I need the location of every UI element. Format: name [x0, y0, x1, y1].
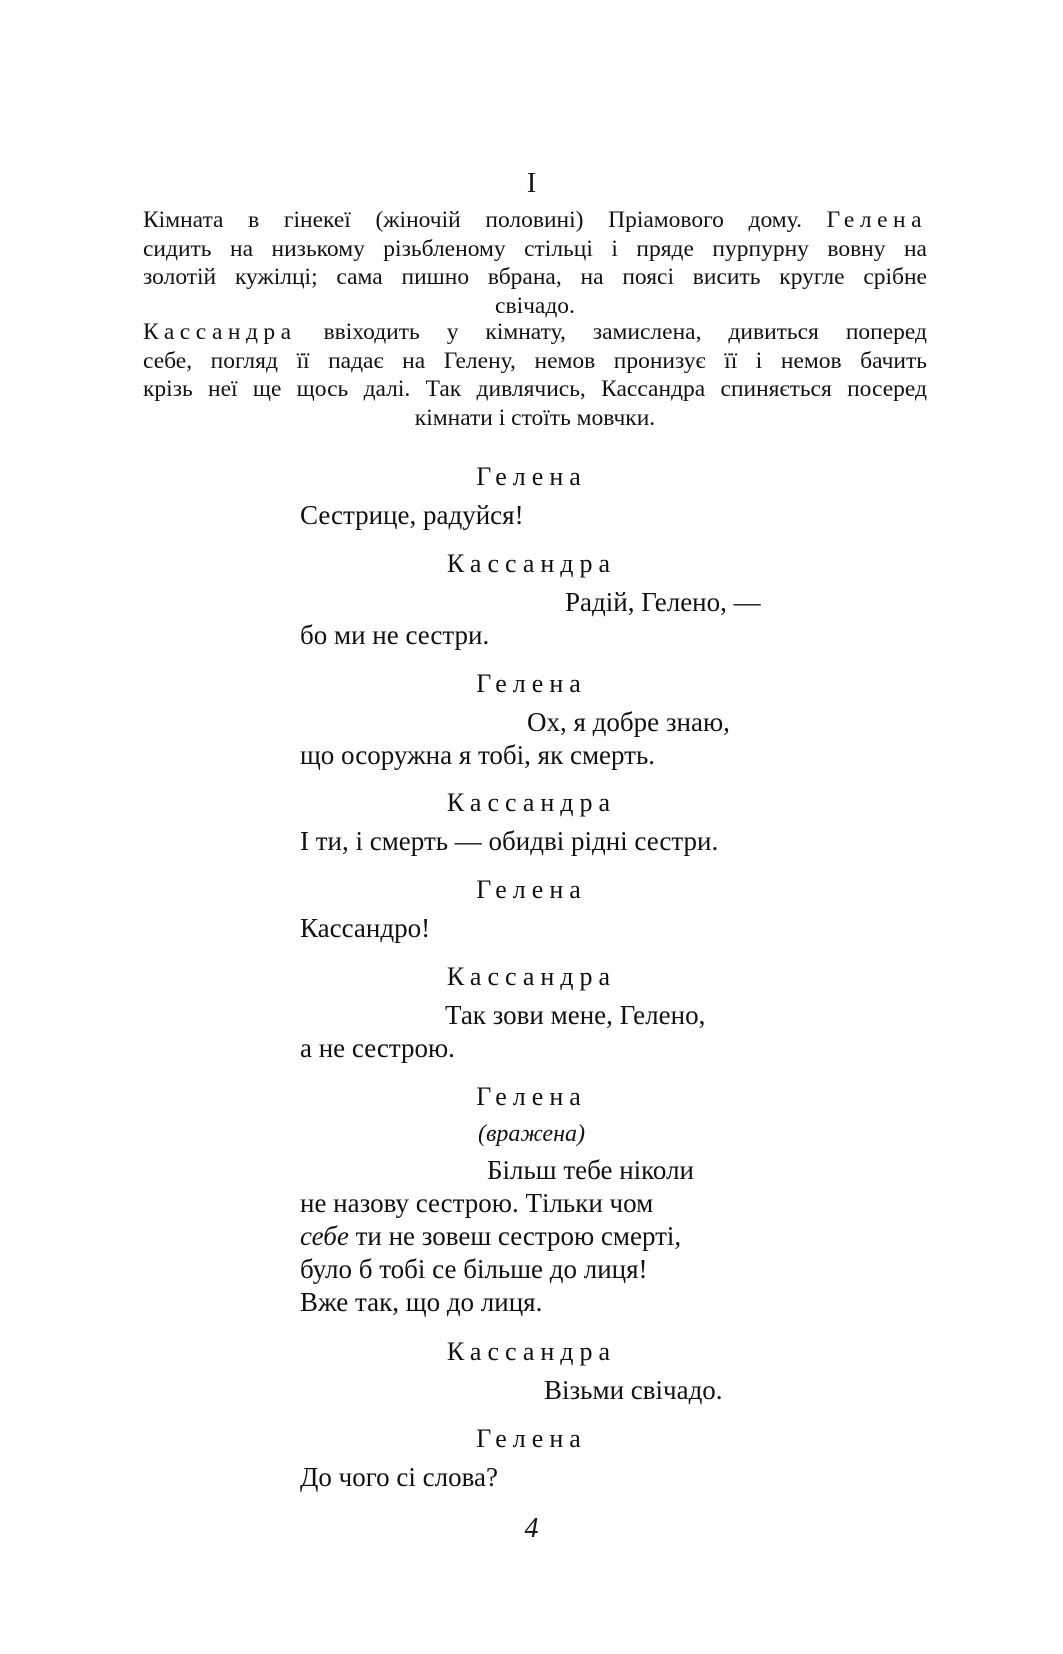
verse-line [300, 1221, 681, 1252]
stage-direction-line: золотій кужілці; сама пишно вбрана, на поясі висить кругле срібне [143, 264, 927, 290]
stage-direction-line: себе, погляд її падає на Гелену, немов пронизує її і немов бачить [143, 347, 927, 374]
speaker-name: Кассандра [446, 962, 617, 991]
stage-direction-line [143, 318, 927, 347]
character-name: Гелена [826, 207, 928, 233]
stage-direction-line: свічадо. [495, 292, 575, 319]
stage-direction-line: сидить на низькому різьбленому стільці і пряде пурпурну вовну на [143, 235, 927, 262]
verse-line: Ох, я добре знаю, [527, 707, 730, 737]
stage-direction-line: крізь неї ще щось далі. Так дивлячись, Кассандра спиняється посеред [143, 376, 927, 402]
verse-line: І ти, і смерть — обидві рідні сестри. [300, 826, 719, 856]
stage-direction-entrance [143, 318, 927, 432]
stage-direction-inline: (вражена) [478, 1121, 585, 1147]
act-heading: I [526, 168, 537, 199]
speaker-name: Гелена [476, 669, 587, 698]
verse-line: Візьми свічадо. [544, 1375, 723, 1405]
verse-line: а не сестрою. [300, 1033, 455, 1063]
verse-line: що осоружна я тобі, як смерть. [300, 740, 656, 770]
verse-line: Радій, Гелено, — [565, 587, 761, 617]
speaker-name: Кассандра [446, 1337, 617, 1366]
speaker-name: Гелена [476, 462, 587, 491]
verse-line: Сестрице, радуйся! [300, 500, 524, 530]
verse-text: ти не зовеш сестрою смерті, [355, 1221, 682, 1251]
speaker-name: Кассандра [446, 788, 617, 817]
speaker-name: Гелена [476, 1424, 587, 1453]
emphasized-word: себе [300, 1221, 349, 1251]
speaker-name: Гелена [476, 875, 587, 904]
verse-line: Кассандро! [300, 913, 431, 943]
verse-line: Вже так, що до лиця. [300, 1287, 543, 1317]
verse-line: не назову сестрою. Тільки чом [300, 1188, 654, 1218]
verse-line: бо ми не сестри. [300, 620, 490, 650]
verse-line: було б тобі се більше до лиця! [300, 1254, 648, 1284]
stage-direction-opening [143, 206, 927, 320]
stage-text: ввіходить у кімнату, замислена, дивиться поперед [323, 319, 927, 345]
character-name: Кассандра [143, 319, 297, 345]
stage-text: Кімната в гінекеї (жіночій половині) Пріамового дому. [143, 207, 802, 233]
verse-line: Більш тебе ніколи [487, 1155, 694, 1185]
stage-direction-line: кімнати і стоїть мовчки. [414, 404, 656, 431]
speaker-name: Кассандра [446, 549, 617, 578]
stage-direction-line [143, 206, 927, 235]
speaker-name: Гелена [476, 1082, 587, 1111]
verse-line: Так зови мене, Гелено, [445, 1000, 706, 1030]
page-number: 4 [524, 1513, 539, 1544]
verse-line: До чого сі слова? [300, 1462, 498, 1492]
